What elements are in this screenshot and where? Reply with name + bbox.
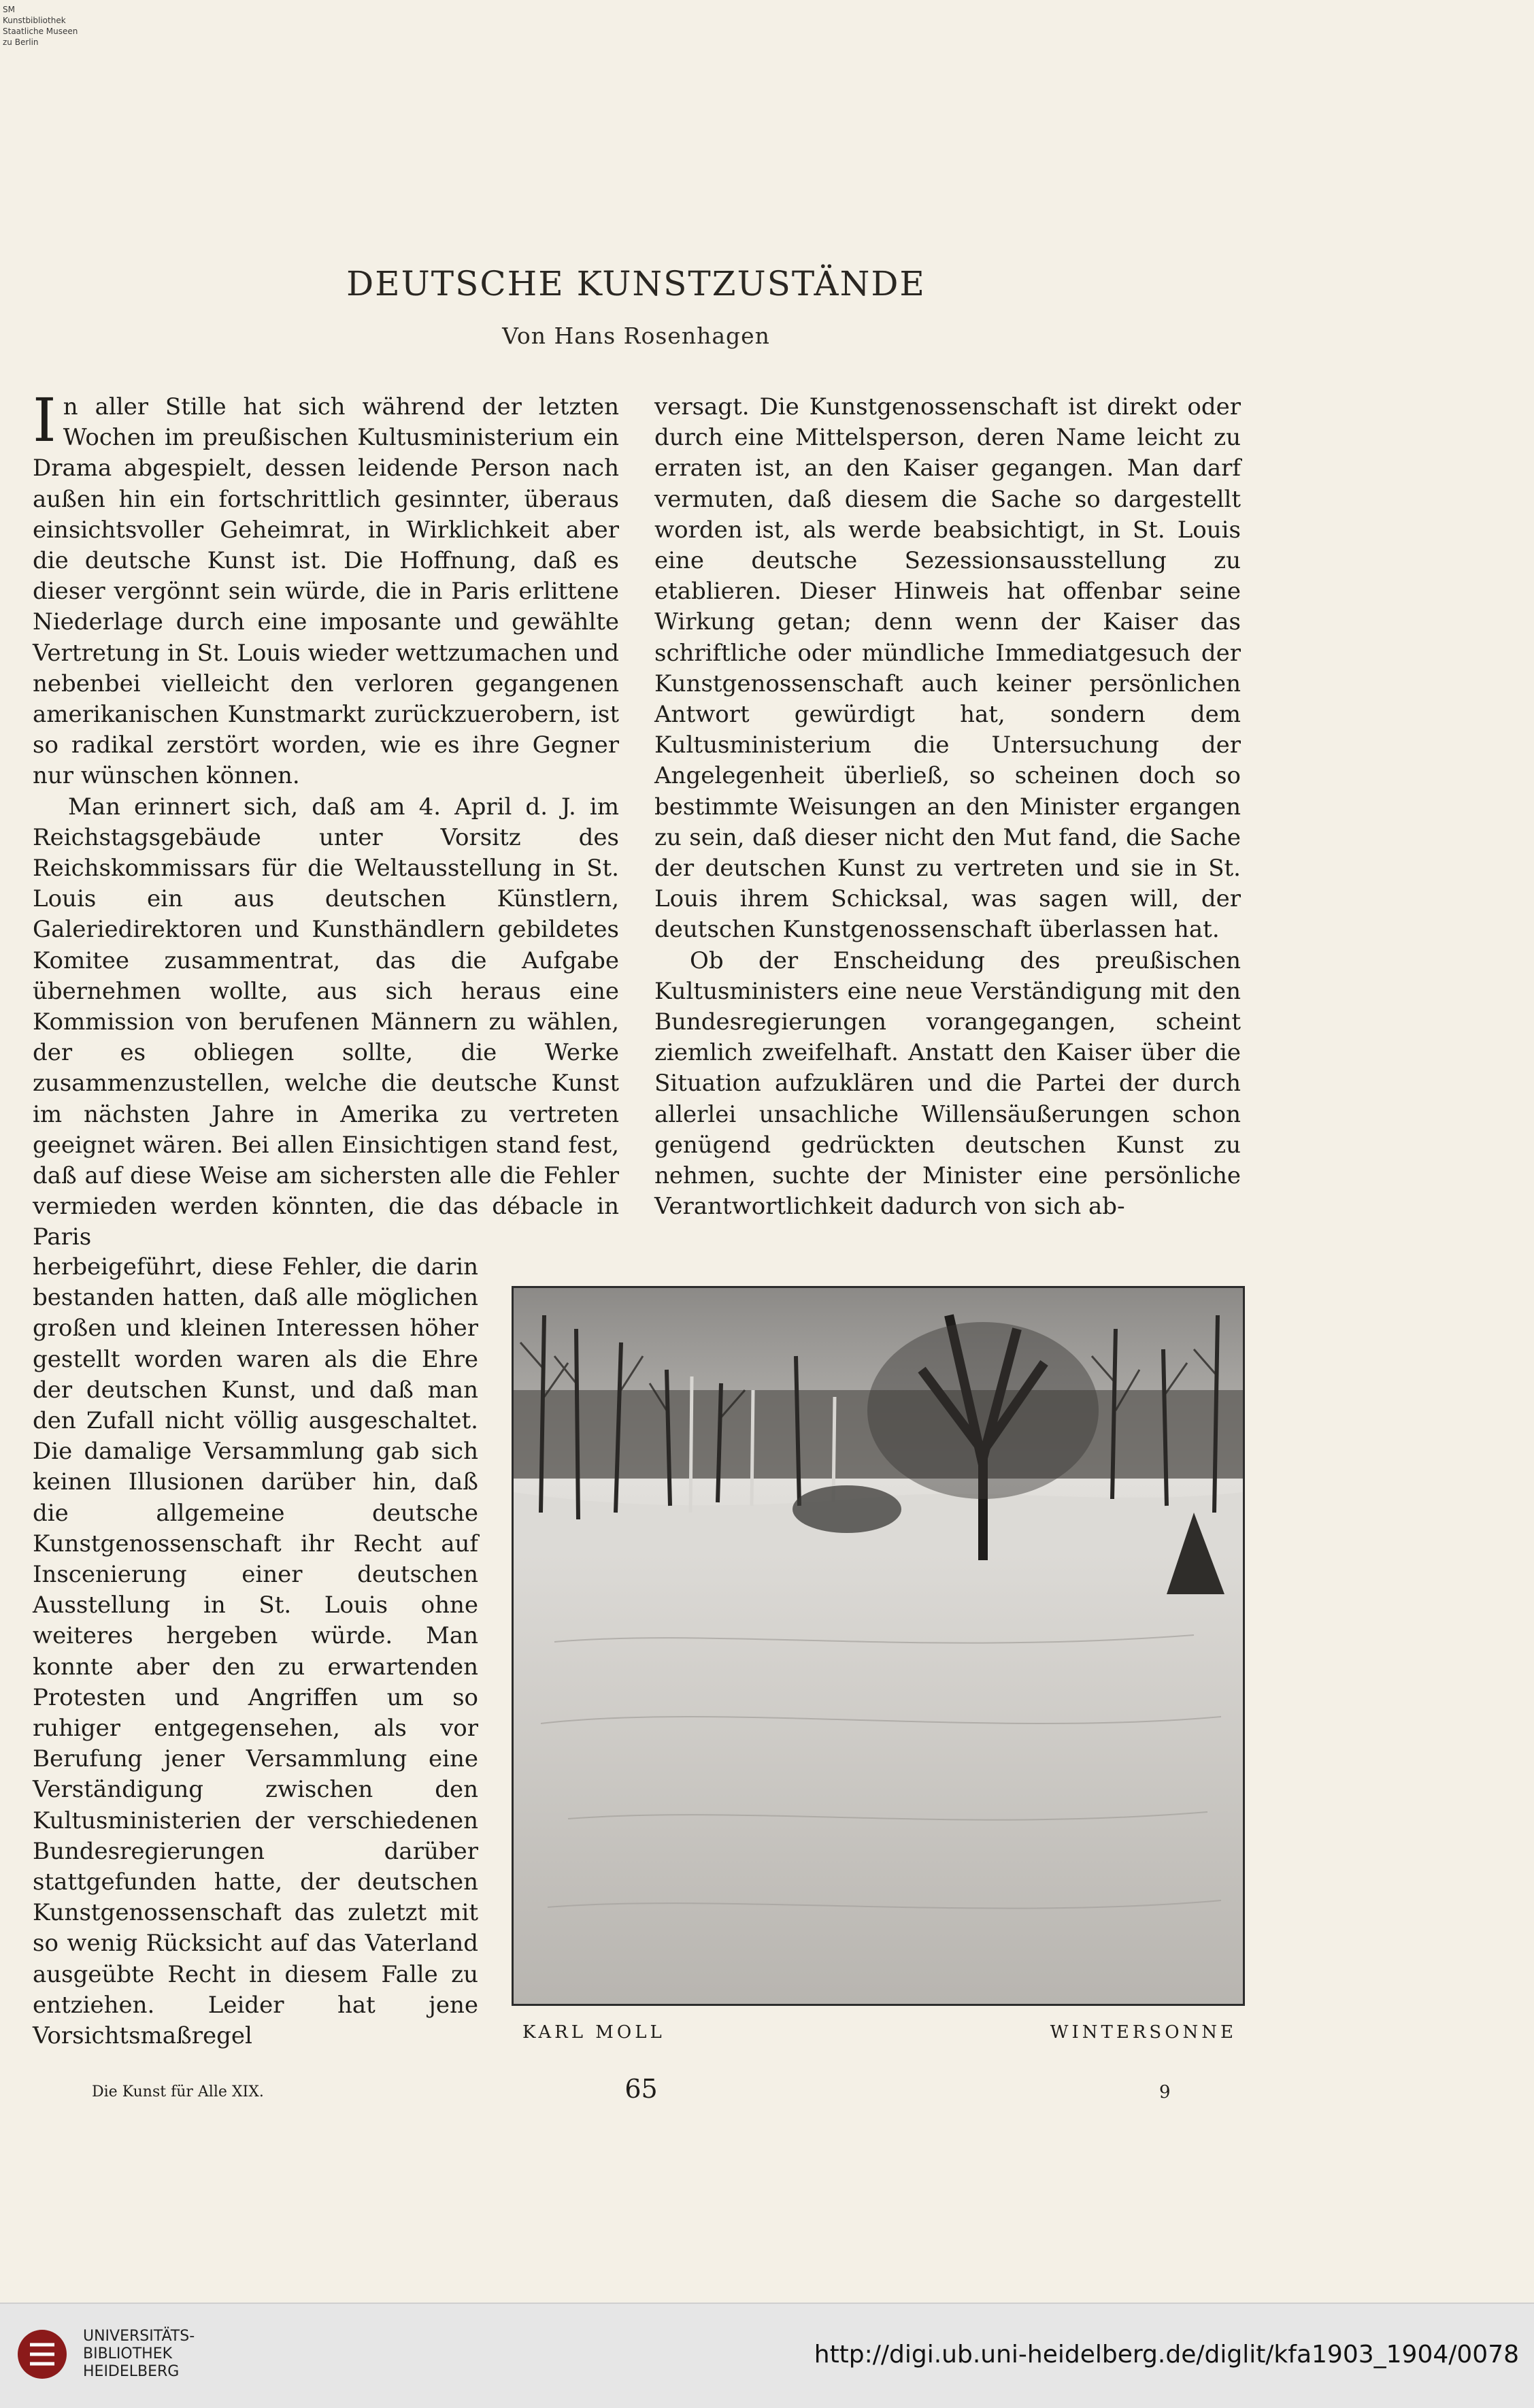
text-column-left (33, 385, 619, 1253)
page-number: 65 (624, 2074, 658, 2104)
library-name-line: HEIDELBERG (83, 2363, 180, 2380)
library-name-line: BIBLIOTHEK (83, 2345, 173, 2362)
library-name (83, 2328, 195, 2381)
paragraph: herbeigeführt, diese Fehler, die darin bestanden hatten, daß alle möglichen großen und kleinen Interessen höher gestellt worden waren als die Ehre der deutschen Kunst, und daß man den Zufall nicht völlig ausgeschaltet. Die damalige Versammlung gab sich keinen Illusionen darüber hin, daß die allgemeine deutsche Kunstgenossenschaft ihr Recht auf Inscenierung einer deutschen Ausstellung in St. Louis ohne weiteres hergeben würde. Man konnte aber den zu erwartenden Protesten und Angriffen um so ruhiger entgegensehen, als vor Berufung jener Versammlung eine Verständigung zwischen den Kultusministerien der verschiedenen Bundesregierungen darüber stattgefunden hatte, der deutschen Kunstgenossenschaft das zuletzt mit so wenig Rücksicht auf das Vaterland ausgeübte Recht in diesem Falle zu entziehen. Leider hat jene Vorsichtsmaßregel (33, 1253, 478, 2050)
article-title: DEUTSCHE KUNSTZUSTÄNDE (346, 264, 926, 303)
stamp-line: SM (3, 5, 15, 14)
text-column-left-continued (33, 1252, 478, 2051)
winter-landscape-image (514, 1288, 1243, 2004)
paragraph: versagt. Die Kunstgenossenschaft ist direkt oder durch eine Mittelsperson, deren Name leicht zu erraten ist, an den Kaiser gegangen. Man darf vermuten, daß diesem die Sache so dargestellt worden ist, als werde beabsichtigt, in St. Louis eine deutsche Sezessionsausstellung zu etablieren. Dieser Hinweis hat offenbar seine Wirkung getan; denn wenn der Kaiser das schriftliche oder mündliche Immediatgesuch der Kunstgenossenschaft auch keiner persönlichen Antwort gewürdigt hat, sondern dem Kultusministerium die Untersuchung der Angelegenheit überließ, so scheinen doch so bestimmte Weisungen an den Minister ergangen zu sein, daß dieser nicht den Mut fand, die Sache der deutschen Kunst zu vertreten und sie in St. Louis ihrem Schicksal, was sagen will, der deutschen Kunstgenossenschaft überlassen hat. (654, 393, 1241, 944)
figure-caption-title: WINTERSONNE (1050, 2022, 1237, 2043)
paragraph: Ob der Enscheidung des preußischen Kultusministers eine neue Verständigung mit den Bundesregierungen vorangegangen, scheint ziemlich zweifelhaft. Anstatt den Kaiser über die Situation aufzuklären und die Partei der durch allerlei unsachliche Willensäußerungen schon genügend gedrückten deutschen Kunst zu nehmen, suchte der Minister eine persönliche Verantwortlichkeit dadurch von sich ab- (654, 946, 1241, 1221)
article-byline: Von Hans Rosenhagen (502, 323, 770, 349)
university-library-logo-icon (15, 2327, 69, 2381)
drop-cap: I (33, 385, 56, 455)
painting-reproduction (512, 1286, 1245, 2006)
stamp-line: Staatliche Museen (3, 27, 78, 36)
paragraph: n aller Stille hat sich während der letzten Wochen im preußischen Kultusministerium ein Drama abgespielt, dessen leidende Person nach außen hin ein fortschrittlich gesinnter, überaus einsichtsvoller Geheimrat, in Wirklichkeit aber die deutsche Kunst ist. Die Hoffnung, daß es dieser vergönnt sein würde, die in Paris erlittene Niederlage durch eine imposante und gewählte Vertretung in St. Louis wieder wettzumachen und nebenbei vielleicht den verloren gegangenen amerikanischen Kunstmarkt zurückzuerobern, ist so radikal zerstört worden, wie es ihre Gegner nur wünschen können. (33, 393, 619, 790)
sheet-signature: 9 (1159, 2082, 1171, 2102)
figure-caption-artist: KARL MOLL (522, 2022, 665, 2043)
stamp-line: Kunstbibliothek (3, 16, 66, 25)
paragraph: Man erinnert sich, daß am 4. April d. J. im Reichstagsgebäude unter Vorsitz des Reichskommissars für die Weltausstellung in St. Louis ein aus deutschen Künstlern, Galeriedirektoren und Kunsthändlern gebildetes Komitee zusammentrat, das die Aufgabe übernehmen wollte, aus sich heraus eine Kommission von berufenen Männern zu wählen, der es obliegen sollte, die Werke zusammenzustellen, welche die deutsche Kunst im nächsten Jahre in Amerika zu vertreten geeignet wären. Bei allen Einsichtigen stand fest, daß auf diese Weise am sichersten alle die Fehler vermieden werden könnten, die das débacle in Paris (33, 793, 619, 1251)
journal-footer: Die Kunst für Alle XIX. (92, 2083, 264, 2100)
library-name-line: UNIVERSITÄTS- (83, 2328, 195, 2345)
permalink-url[interactable]: http://digi.ub.uni-heidelberg.de/diglit/kfa1903_1904/0078 (814, 2341, 1519, 2369)
text-column-right (654, 392, 1241, 1222)
library-stamp (3, 4, 78, 48)
stamp-line: zu Berlin (3, 37, 39, 47)
